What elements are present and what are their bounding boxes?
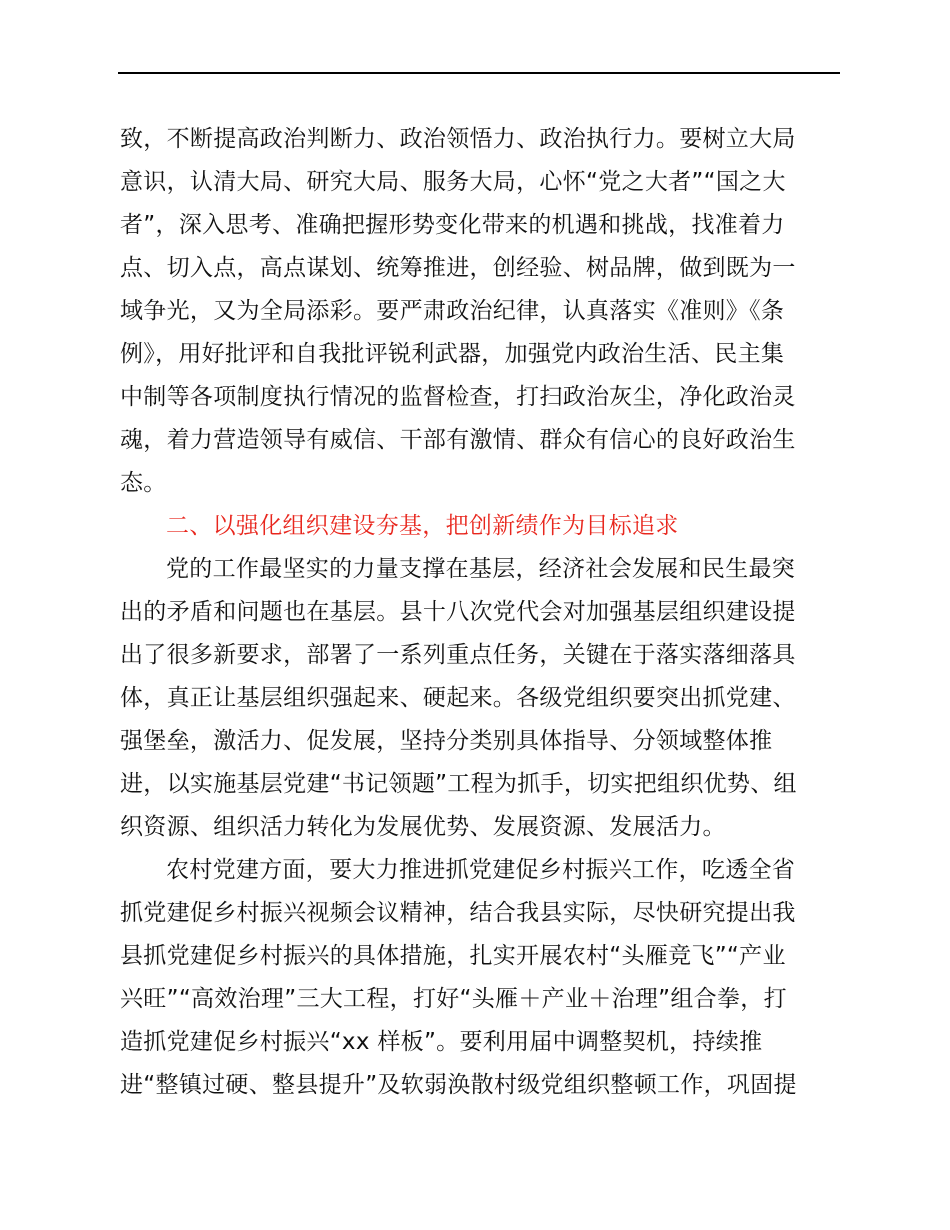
- text-line: 体，真正让基层组织强起来、硬起来。各级党组织要突出抓党建、: [120, 685, 796, 711]
- text-line: 县抓党建促乡村振兴的具体措施，扎实开展农村“头雁竞飞”“产业: [120, 943, 786, 969]
- text-line: 魂，着力营造领导有威信、干部有激情、群众有信心的良好政治生: [120, 427, 796, 453]
- text-line: 出了很多新要求，部署了一系列重点任务，关键在于落实落细落具: [120, 642, 796, 668]
- paragraph-1: [120, 118, 842, 505]
- text-line: 党的工作最坚实的力量支撑在基层，经济社会发展和民生最突: [166, 556, 796, 582]
- text-line: 强堡垒，激活力、促发展，坚持分类别具体指导、分领域整体推: [120, 728, 773, 754]
- text-line: 织资源、组织活力转化为发展优势、发展资源、发展活力。: [120, 814, 726, 840]
- text-line: 造抓党建促乡村振兴“xx 样板”。要利用届中调整契机，持续推: [120, 1029, 763, 1055]
- text-line: 农村党建方面，要大力推进抓党建促乡村振兴工作，吃透全省: [166, 857, 796, 883]
- text-line: 出的矛盾和问题也在基层。县十八次党代会对加强基层组织建设提: [120, 599, 796, 625]
- section-heading: 二、以强化组织建设夯基，把创新绩作为目标追求: [166, 513, 679, 539]
- paragraph-3: [120, 849, 842, 1107]
- text-line: 致，不断提高政治判断力、政治领悟力、政治执行力。要树立大局: [120, 126, 796, 152]
- text-line: 中制等各项制度执行情况的监督检查，打扫政治灰尘，净化政治灵: [120, 384, 796, 410]
- paragraph-2: [120, 548, 842, 849]
- text-line: 者”，深入思考、准确把握形势变化带来的机遇和挑战，找准着力: [120, 212, 785, 238]
- text-line: 抓党建促乡村振兴视频会议精神，结合我县实际，尽快研究提出我: [120, 900, 796, 926]
- text-line: 例》，用好批评和自我批评锐利武器，加强党内政治生活、民主集: [120, 341, 785, 367]
- text-line: 域争光，又为全局添彩。要严肃政治纪律，认真落实《准则》《条: [120, 298, 785, 324]
- document-body: [120, 118, 842, 1107]
- text-line: 兴旺”“高效治理”三大工程，打好“头雁＋产业＋治理”组合拳，打: [120, 986, 787, 1012]
- text-line: 点、切入点，高点谋划、统筹推进，创经验、树品牌，做到既为一: [120, 255, 796, 281]
- text-line: 态。: [120, 470, 167, 496]
- text-line: 意识，认清大局、研究大局、服务大局，心怀“党之大者”“国之大: [120, 169, 786, 195]
- text-line: 进“整镇过硬、整县提升”及软弱涣散村级党组织整顿工作，巩固提: [120, 1072, 797, 1098]
- text-line: 进，以实施基层党建“书记领题”工程为抓手，切实把组织优势、组: [120, 771, 797, 797]
- header-rule: [118, 72, 840, 74]
